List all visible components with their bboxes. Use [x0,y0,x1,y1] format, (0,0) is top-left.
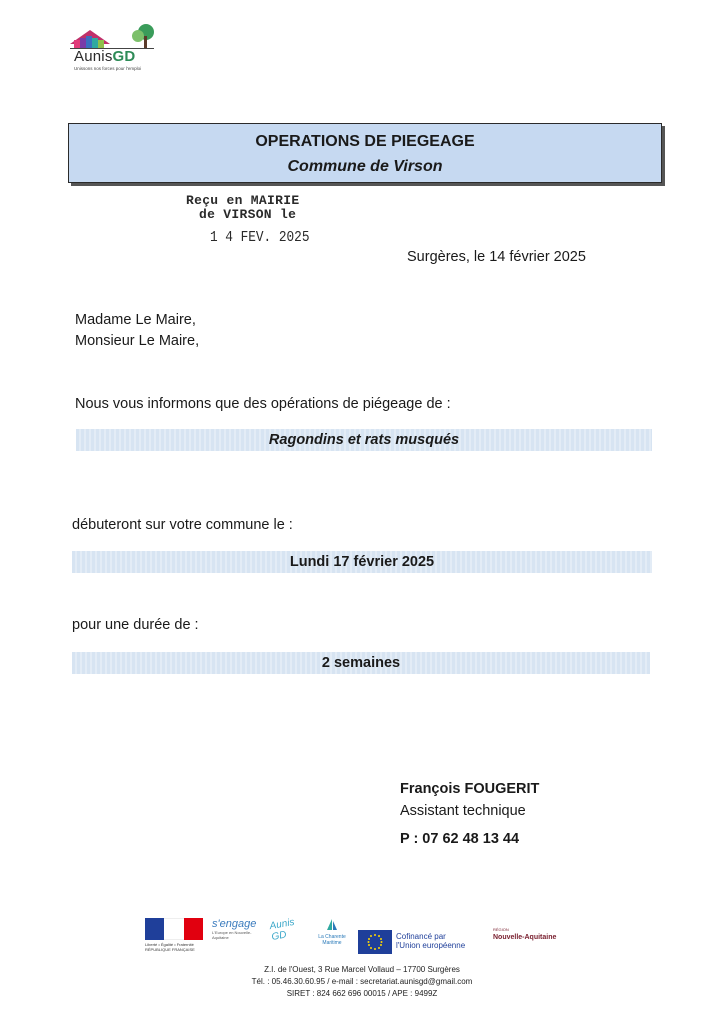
start-label: débuteront sur votre commune le : [72,517,293,533]
stamp-line-1: Reçu en MAIRIE [186,193,300,208]
salutation-line-2: Monsieur Le Maire, [75,333,200,349]
stamp-line-2: de VIRSON le [199,207,297,222]
signatory-phone: P : 07 62 48 13 44 [400,831,520,847]
sengage-caption: L'Europe en Nouvelle-Aquitaine [212,930,252,940]
salutation-line-1: Madame Le Maire, [75,312,196,328]
document-title: OPERATIONS DE PIEGEAGE [255,133,475,150]
place-date: Surgères, le 14 février 2025 [407,249,586,265]
footer-contact: Tél. : 05.46.30.60.95 / e-mail : secretariat.aunisgd@gmail.com [251,977,473,986]
charente-text: La Charente Maritime [318,934,346,946]
intro-text: Nous vous informons que des opérations de piégeage de : [75,396,451,412]
stamp-date: 1 4 FEV. 2025 [210,229,310,246]
sengage-text: s'engage [212,918,257,930]
logo-tagline: Unissons nos forces pour l'emploi [74,66,142,71]
signatory-name: François FOUGERIT [400,781,540,797]
logo-text-accent: GD [112,48,136,65]
republique-francaise-logo [145,918,205,958]
footer-address: Z.I. de l'Ouest, 3 Rue Marcel Vollaud – 17700 Surgères [264,965,460,974]
title-box [68,123,662,183]
species-band: Ragondins et rats musqués [76,429,652,451]
eu-text-line-1: Cofinancé par [396,932,446,941]
aunisgd-small-logo: Aunis GD [268,916,296,943]
charente-maritime-logo [315,918,349,958]
nouvelle-aquitaine-logo [493,926,571,942]
footer-siret: SIRET : 824 662 696 00015 / APE : 9499Z [286,989,438,998]
signatory-role: Assistant technique [400,803,526,819]
eu-flag-icon [358,930,392,954]
sail-icon [325,918,339,932]
french-flag-icon [145,918,203,940]
logo-text-main: Aunis [74,48,113,65]
region-name: Nouvelle-Aquitaine [493,934,557,941]
flag-caption: Liberté • Égalité • Fraternité RÉPUBLIQUE FRANÇAISE [145,942,195,952]
logo-text [74,48,135,65]
eu-text-line-2: l'Union européenne [396,941,466,950]
duration-label: pour une durée de : [72,617,199,633]
eu-cofinance-text [396,932,465,950]
start-date-band: Lundi 17 février 2025 [72,551,652,573]
sengage-logo [212,918,268,958]
commune-subtitle: Commune de Virson [287,158,443,175]
duration-band: 2 semaines [72,652,650,674]
region-label: RÉGION [493,927,509,932]
